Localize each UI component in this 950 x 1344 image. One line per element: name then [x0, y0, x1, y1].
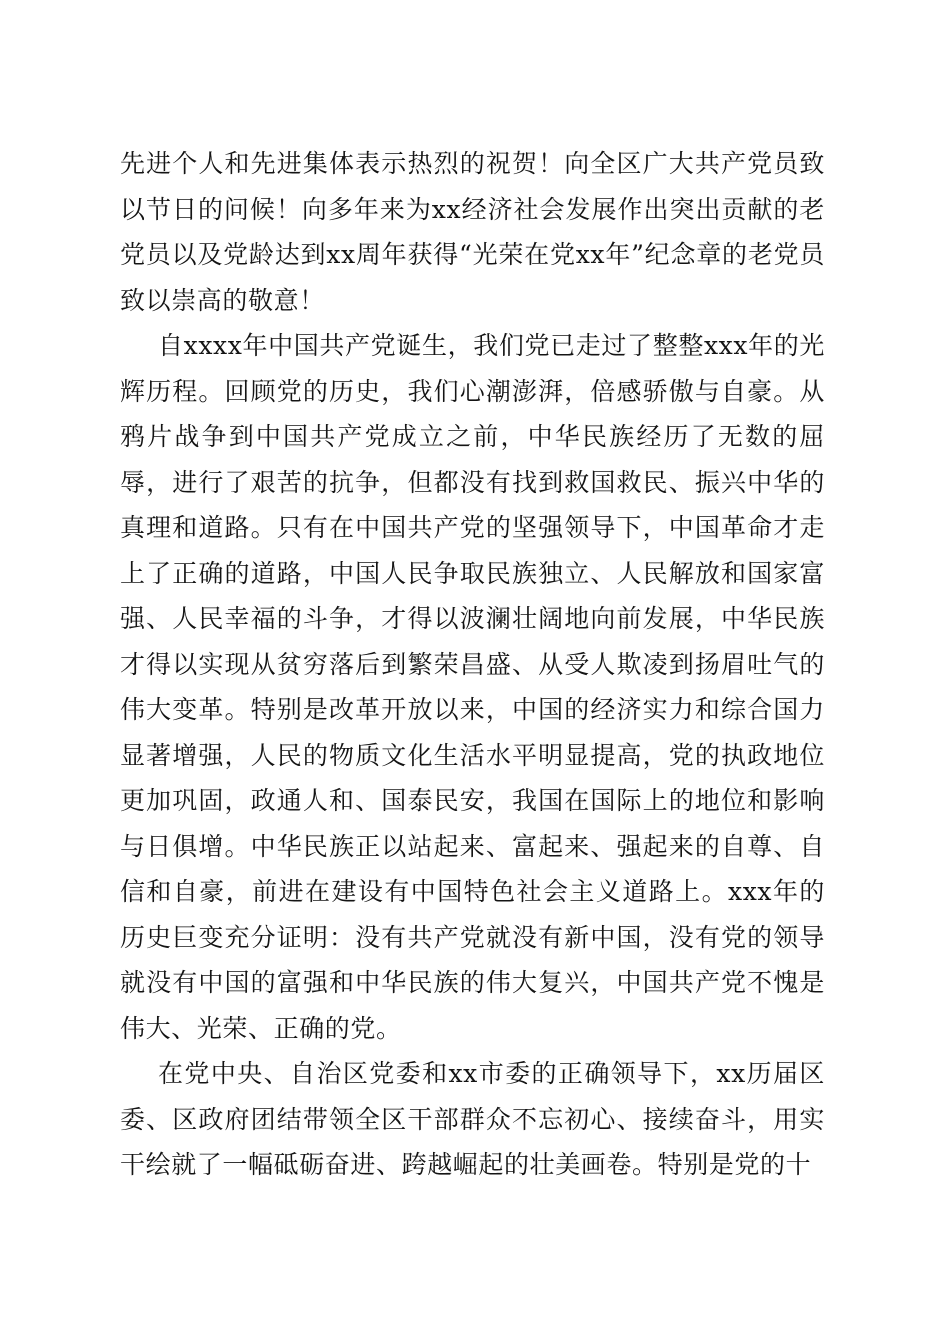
paragraph-party-history: 自xxxx年中国共产党诞生，我们党已走过了整整xxx年的光辉历程。回顾党的历史，我们心潮澎湃，倍感骄傲与自豪。从鸦片战争到中国共产党成立之前，中华民族经历了无数的屈辱，进行了艰苦的抗争，但都没有找到救国救民、振兴中华的真理和道路。只有在中国共产党的坚强领导下，中国革命才走上了正确的道路，中国人民争取民族独立、人民解放和国家富强、人民幸福的斗争，才得以波澜壮阔地向前发展，中华民族才得以实现从贫穷落后到繁荣昌盛、从受人欺凌到扬眉吐气的伟大变革。特别是改革开放以来，中国的经济实力和综合国力显著增强，人民的物质文化生活水平明显提高，党的执政地位更加巩固，政通人和、国泰民安，我国在国际上的地位和影响与日俱增。中华民族正以站起来、富起来、强起来的自尊、自信和自豪，前进在建设有中国特色社会主义道路上。xxx年的历史巨变充分证明：没有共产党就没有新中国，没有党的领导就没有中国的富强和中华民族的伟大复兴，中国共产党不愧是伟大、光荣、正确的党。 — [120, 331, 825, 1043]
paragraph-local-achievements: 在党中央、自治区党委和xx市委的正确领导下，xx历届区委、区政府团结带领全区干部群众不忘初心、接续奋斗，用实干绘就了一幅砥砺奋进、跨越崛起的壮美画卷。特别是党的十 — [120, 1059, 825, 1179]
document-body — [120, 141, 825, 1188]
paragraph-continuation: 先进个人和先进集体表示热烈的祝贺！向全区广大共产党员致以节日的问候！向多年来为xx经济社会发展作出突出贡献的老党员以及党龄达到xx周年获得“光荣在党xx年”纪念章的老党员致以崇高的敬意！ — [120, 149, 825, 315]
